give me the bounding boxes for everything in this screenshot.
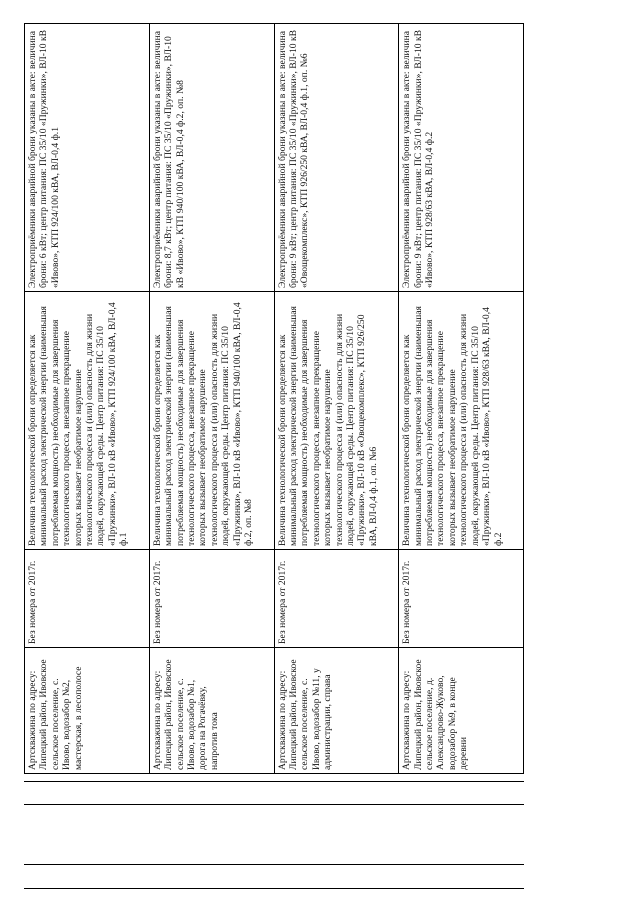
- address-cell: Артскважина по адресу: Липецкий район, Ивовское сельское поселение, д. Александрово-Жуково, водозабор №9, в конце деревни: [399, 648, 524, 774]
- rotated-table-container: [24, 24, 524, 774]
- separator-line: [24, 781, 524, 782]
- table-row: [149, 24, 274, 774]
- emergency-reserve-cell: Электроприёмники аварийной брони указаны в акте: величина брони: 6 кВт; центр питания: ПС 35/10 «Пружинки», ВЛ-10 кВ «Ивово», КТП 924/100 кВА, ВЛ-0,4 ф.1: [25, 24, 150, 292]
- technological-reserve-cell: Величина технологической брони определяется как минимальный расход электрической энергии (наименьшая потребляемая мощность) необходимые для завершения технологического процесса, внезапное прекращение которых вызывает необратимое нарушение технологического процесса и (или) опасность для жизни людей, окружающей среды. Центр питания: ПС 35/10 «Пружинки», ВЛ-10 кВ «Ивово», КТП 928/63 кВА, ВЛ-0,4 ф.2: [399, 292, 524, 550]
- document-cell: Без номера от 2017г.: [25, 550, 150, 648]
- separator-line: [24, 804, 524, 805]
- emergency-reserve-cell: Электроприёмники аварийной брони указаны в акте: величина брони: 8,7 кВт; центр питания: ПС 35/10 «Пружинки», ВЛ-10 кВ «Ивово», КТП 940/100 кВА, ВЛ-0,4 ф.2, оп. №8: [149, 24, 274, 292]
- table-row: [399, 24, 524, 774]
- document-cell: Без номера от 2017г.: [149, 550, 274, 648]
- address-cell: Артскважина по адресу: Липецкий район, Ивовское сельское поселение, с. Ивово, водозабор №2, мастерская, в лесополосе: [25, 648, 150, 774]
- technological-reserve-cell: Величина технологической брони определяется как минимальный расход электрической энергии (наименьшая потребляемая мощность) необходимые для завершения технологического процесса, внезапное прекращение которых вызывает необратимое нарушение технологического процесса и (или) опасность для жизни людей, окружающей среды. Центр питания: ПС 35/10 «Пружинки», ВЛ-10 кВ «Овощекомплекс», КТП 926/250 кВА, ВЛ-0,4 ф.1, оп. №6: [274, 292, 399, 550]
- emergency-reserve-cell: Электроприёмники аварийной брони указаны в акте: величина брони: 9 кВт; центр питания: ПС 35/10 «Пружинки», ВЛ-10 кВ «Овощекомплекс», КТП 926/250 кВА, ВЛ-0,4 ф.1, оп. №6: [274, 24, 399, 292]
- address-cell: Артскважина по адресу: Липецкий район, Ивовское сельское поселение, с. Ивово, водозабор №11, у администрации, справа: [274, 648, 399, 774]
- address-cell: Артскважина по адресу: Липецкий район, Ивовское сельское поселение, с. Ивово, водозабор №1, дорога на Рогачёвку, напротив тока: [149, 648, 274, 774]
- separator-line: [24, 888, 524, 889]
- table-row: [274, 24, 399, 774]
- technological-reserve-cell: Величина технологической брони определяется как минимальный расход электрической энергии (наименьшая потребляемая мощность) необходимые для завершения технологического процесса, внезапное прекращение которых вызывает необратимое нарушение технологического процесса и (или) опасность для жизни людей, окружающей среды. Центр питания: ПС 35/10 «Пружинки», ВЛ-10 кВ «Ивово», КТП 924/100 кВА, ВЛ-0,4 ф.1: [25, 292, 150, 550]
- table-row: [25, 24, 150, 774]
- document-cell: Без номера от 2017г.: [274, 550, 399, 648]
- technological-reserve-cell: Величина технологической брони определяется как минимальный расход электрической энергии (наименьшая потребляемая мощность) необходимые для завершения технологического процесса, внезапное прекращение которых вызывает необратимое нарушение технологического процесса и (или) опасность для жизни людей, окружающей среды. Центр питания: ПС 35/10 «Пружинки», ВЛ-10 кВ «Ивово», КТП 940/100 кВА, ВЛ-0,4 ф.2, оп. №8: [149, 292, 274, 550]
- emergency-reserve-cell: Электроприёмники аварийной брони указаны в акте: величина брони: 9 кВт; центр питания: ПС 35/10 «Пружинки», ВЛ-10 кВ «Ивово», КТП 928/63 кВА, ВЛ-0,4 ф.2: [399, 24, 524, 292]
- document-cell: Без номера от 2017г.: [399, 550, 524, 648]
- separator-line: [24, 864, 524, 865]
- reservation-table: [24, 23, 524, 774]
